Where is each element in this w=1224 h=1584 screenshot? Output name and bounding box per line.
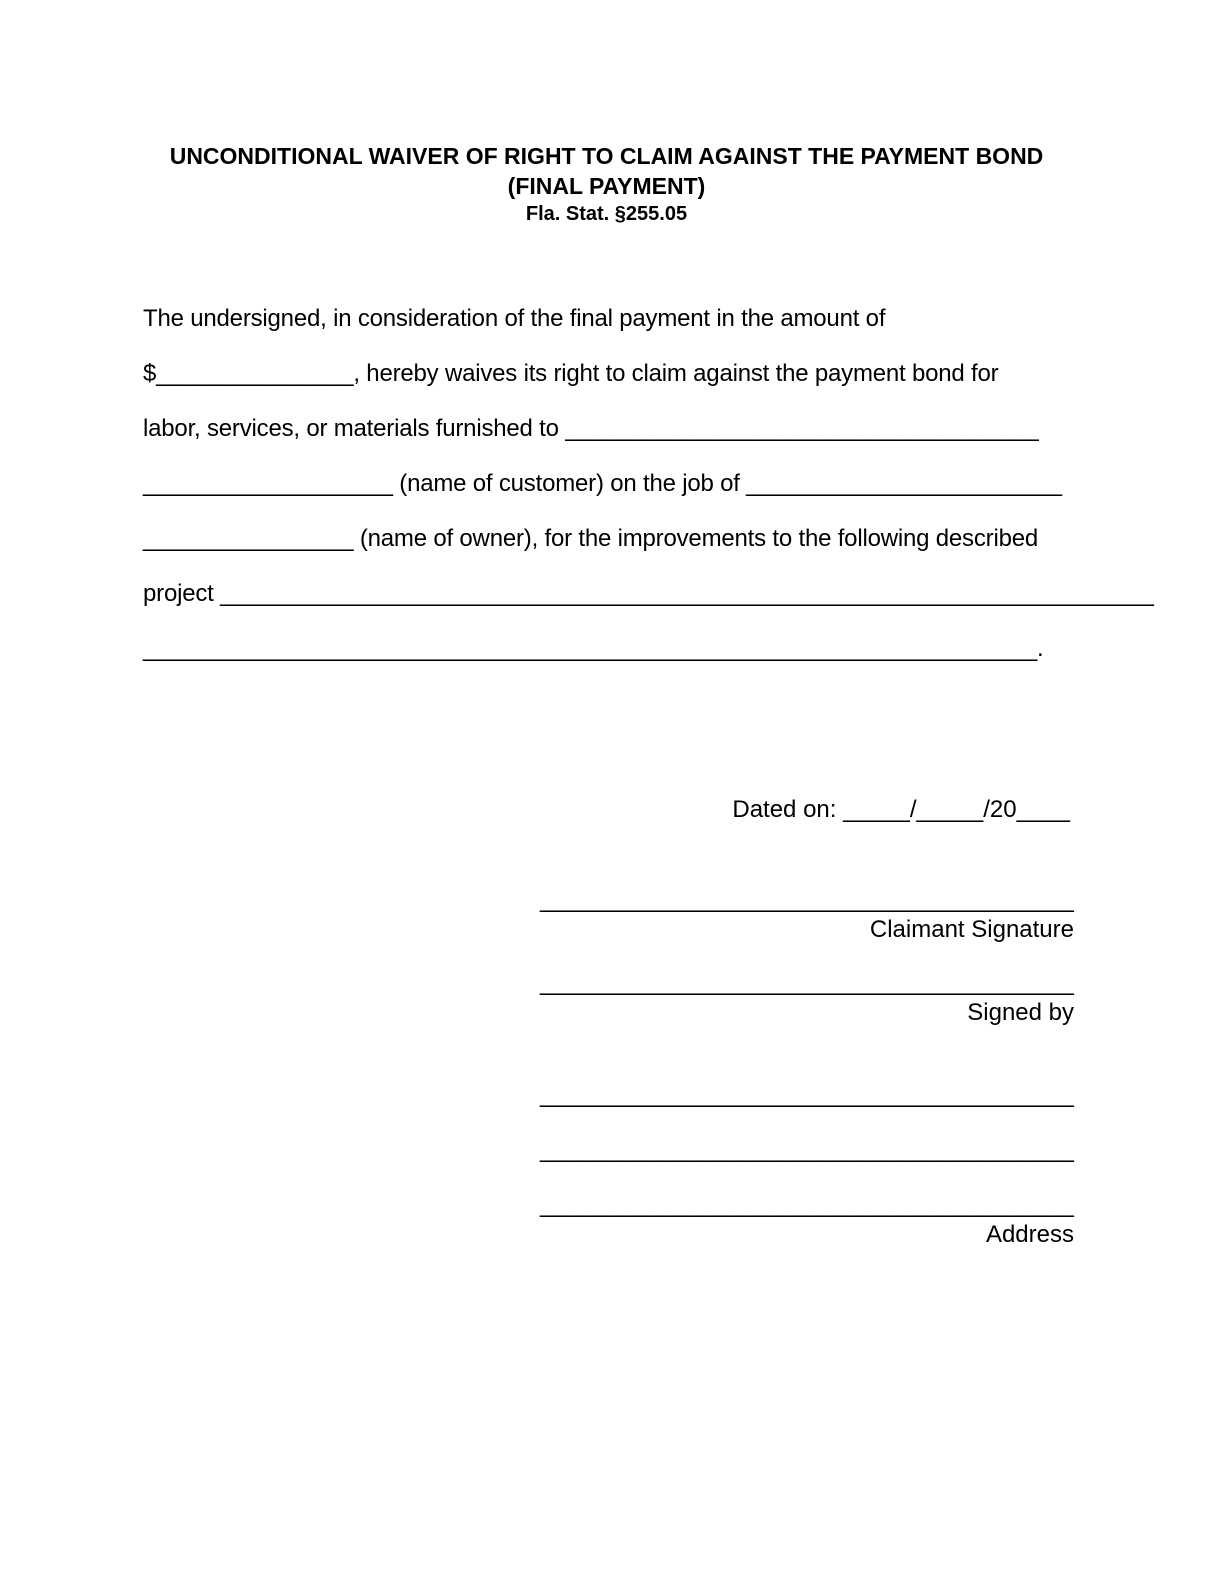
document-title: [143, 141, 1070, 228]
paragraph-line-2-amount-blank: $_______________, hereby waives its right to claim against the payment bond for: [143, 360, 999, 387]
title-statute: Fla. Stat. §255.05: [525, 203, 688, 225]
title-line-1: UNCONDITIONAL WAIVER OF RIGHT TO CLAIM AGAINST THE PAYMENT BOND: [169, 143, 1044, 169]
paragraph-line-6-project-blank: project _______________________________________________________________________: [143, 580, 1154, 607]
address-line-2: ________________________________________: [540, 1136, 1074, 1163]
spacer: [540, 945, 1074, 968]
signed-by-line: ________________________________________: [540, 969, 1074, 996]
waiver-paragraph: [143, 291, 1154, 676]
paragraph-line-1: The undersigned, in consideration of the final payment in the amount of: [143, 305, 886, 332]
title-line-2: (FINAL PAYMENT): [507, 173, 706, 199]
address-line-1: ________________________________________: [540, 1081, 1074, 1108]
claimant-signature-line: ________________________________________: [540, 886, 1074, 913]
paragraph-line-7-project-blank-continued: ____________________________________________________________________.: [143, 635, 1044, 662]
address-line-3: ________________________________________: [540, 1191, 1074, 1218]
dated-on-line: Dated on: _____/_____/20____: [732, 796, 1070, 823]
signed-by-label: Signed by: [967, 999, 1074, 1026]
paragraph-line-5-owner-blank: ________________ (name of owner), for the improvements to the following described: [143, 525, 1039, 552]
claimant-signature-label: Claimant Signature: [869, 916, 1074, 943]
paragraph-line-4-customer-job-blank: ___________________ (name of customer) on the job of ________________________: [143, 470, 1062, 497]
paragraph-line-3-furnished-to-blank: labor, services, or materials furnished to ____________________________________: [143, 415, 1039, 442]
address-label: Address: [985, 1221, 1074, 1248]
signature-block: [540, 885, 1074, 1250]
spacer: [540, 1028, 1074, 1080]
